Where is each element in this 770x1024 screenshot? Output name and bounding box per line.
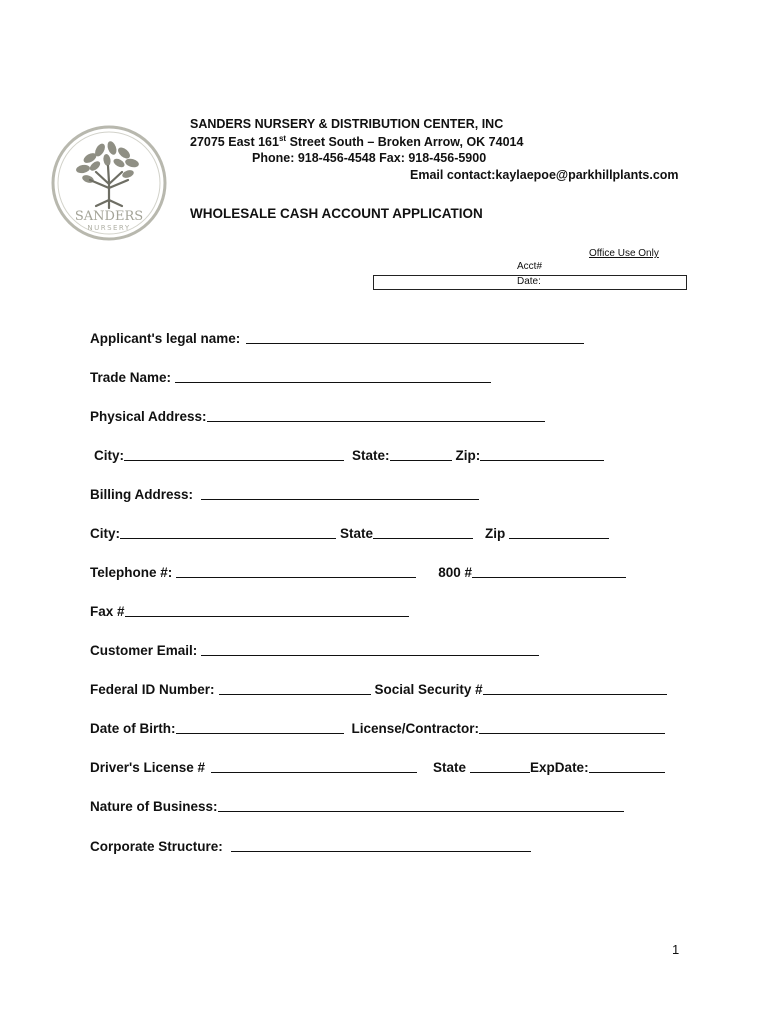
row-telephone (90, 565, 626, 580)
state-2-label: State (340, 526, 374, 541)
row-customer-email (90, 643, 539, 658)
sanders-nursery-logo (50, 122, 168, 244)
office-use-label: Office Use Only (589, 248, 659, 259)
dl-state-field[interactable] (470, 760, 530, 773)
state-1-field[interactable] (390, 448, 452, 461)
state-2-field[interactable] (373, 526, 473, 539)
zip-2-field[interactable] (509, 526, 609, 539)
customer-email-label: Customer Email: (90, 643, 198, 658)
form-title: WHOLESALE CASH ACCOUNT APPLICATION (190, 206, 483, 221)
tollfree-field[interactable] (472, 565, 626, 578)
row-city-1 (94, 448, 604, 463)
city-2-label: City: (90, 526, 120, 541)
zip-1-field[interactable] (480, 448, 604, 461)
page-number: 1 (672, 942, 680, 957)
state-1-label: State: (352, 448, 390, 463)
city-1-field[interactable] (124, 448, 344, 461)
dl-exp-label: ExpDate: (530, 760, 589, 775)
legal-name-field[interactable] (246, 331, 584, 344)
fax-label: Fax # (90, 604, 125, 619)
trade-name-label: Trade Name: (90, 370, 172, 385)
telephone-field[interactable] (176, 565, 416, 578)
dob-field[interactable] (176, 721, 344, 734)
zip-1-label: Zip: (455, 448, 481, 463)
city-2-field[interactable] (120, 526, 336, 539)
company-email: Email contact:kaylaepoe@parkhillplants.com (410, 168, 679, 182)
logo-text-nursery: NURSERY (87, 224, 131, 232)
federal-id-field[interactable] (219, 682, 371, 695)
row-corporate-structure (90, 839, 531, 854)
ssn-label: Social Security # (374, 682, 483, 697)
drivers-license-label: Driver's License # (90, 760, 206, 775)
dl-exp-field[interactable] (589, 760, 665, 773)
company-phone-fax: Phone: 918-456-4548 Fax: 918-456-5900 (252, 151, 487, 165)
row-trade-name (90, 370, 491, 385)
row-fax (90, 604, 409, 619)
city-1-label: City: (94, 448, 124, 463)
license-label: License/Contractor: (351, 721, 480, 736)
row-dob (90, 721, 665, 736)
tollfree-label: 800 # (438, 565, 473, 580)
ssn-field[interactable] (483, 682, 667, 695)
row-city-2 (90, 526, 609, 541)
row-physical-address (90, 409, 545, 424)
row-nature-of-business (90, 799, 624, 814)
drivers-license-field[interactable] (211, 760, 417, 773)
row-billing-address (90, 487, 479, 502)
license-field[interactable] (479, 721, 665, 734)
billing-address-field[interactable] (201, 487, 479, 500)
federal-id-label: Federal ID Number: (90, 682, 215, 697)
corporate-label: Corporate Structure: (90, 839, 223, 854)
legal-name-label: Applicant's legal name: (90, 331, 241, 346)
nature-label: Nature of Business: (90, 799, 218, 814)
company-name: SANDERS NURSERY & DISTRIBUTION CENTER, INC (190, 117, 504, 131)
row-drivers-license (90, 760, 665, 775)
billing-address-label: Billing Address: (90, 487, 194, 502)
office-acct-label: Acct# (517, 261, 543, 272)
row-legal-name (90, 331, 584, 346)
logo-text-sanders: SANDERS (74, 209, 144, 224)
corporate-field[interactable] (231, 839, 531, 852)
dob-label: Date of Birth: (90, 721, 176, 736)
physical-address-field[interactable] (207, 409, 545, 422)
physical-address-label: Physical Address: (90, 409, 207, 424)
telephone-label: Telephone #: (90, 565, 173, 580)
row-federal-id (90, 682, 667, 697)
nature-field[interactable] (218, 799, 624, 812)
office-date-label: Date: (517, 276, 541, 287)
fax-field[interactable] (125, 604, 409, 617)
company-address: 27075 East 161st Street South – Broken Arrow, OK 74014 (190, 134, 524, 150)
trade-name-field[interactable] (175, 370, 491, 383)
dl-state-label: State (433, 760, 467, 775)
zip-2-label: Zip (485, 526, 506, 541)
customer-email-field[interactable] (201, 643, 539, 656)
